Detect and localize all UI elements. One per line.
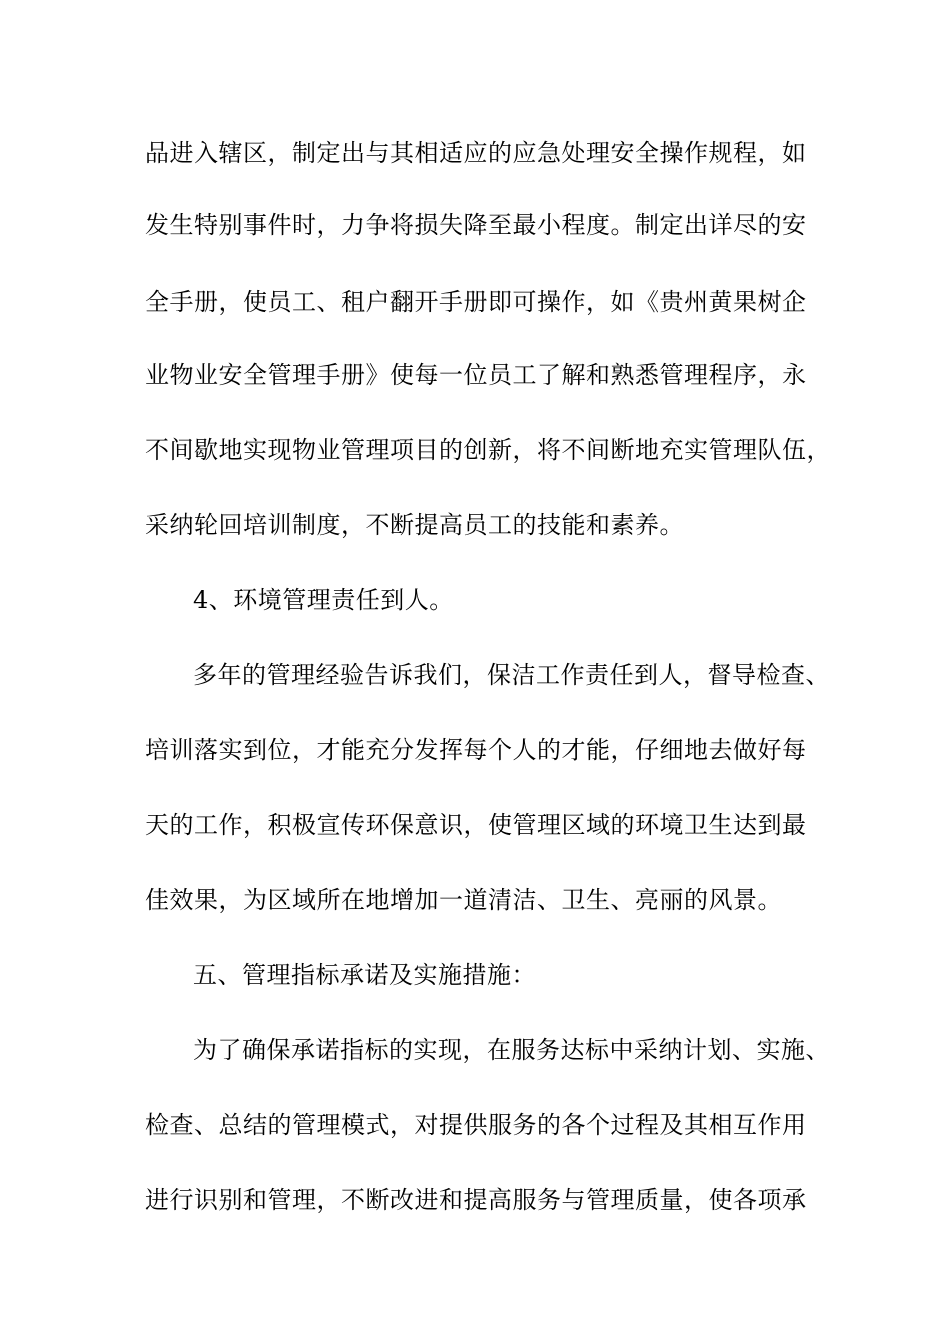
section-heading: 4、环境管理责任到人。 [193,586,454,614]
section-heading: 五、管理指标承诺及实施措施： [193,961,536,989]
text-line: 多年的管理经验告诉我们，保洁工作责任到人，督导检查、 [193,661,830,689]
text-line: 进行识别和管理，不断改进和提高服务与管理质量，使各项承 [145,1186,807,1214]
text-line: 不间歇地实现物业管理项目的创新，将不间断地充实管理队伍， [145,436,831,464]
text-line: 采纳轮回培训制度，不断提高员工的技能和素养。 [145,511,684,539]
text-line: 佳效果，为区域所在地增加一道清洁、卫生、亮丽的风景。 [145,886,782,914]
text-line: 全手册，使员工、租户翻开手册即可操作，如《贵州黄果树企 [145,288,807,316]
text-line: 培训落实到位，才能充分发挥每个人的才能，仔细地去做好每 [145,736,807,764]
text-line: 天的工作，积极宣传环保意识，使管理区域的环境卫生达到最 [145,811,807,839]
text-line: 品进入辖区，制定出与其相适应的应急处理安全操作规程，如 [145,139,807,167]
text-line: 检查、总结的管理模式，对提供服务的各个过程及其相互作用 [145,1111,807,1139]
text-line: 业物业安全管理手册》使每一位员工了解和熟悉管理程序，永 [145,361,807,389]
text-line: 为了确保承诺指标的实现，在服务达标中采纳计划、实施、 [193,1036,830,1064]
text-line: 发生特别事件时，力争将损失降至最小程度。制定出详尽的安 [145,211,807,239]
